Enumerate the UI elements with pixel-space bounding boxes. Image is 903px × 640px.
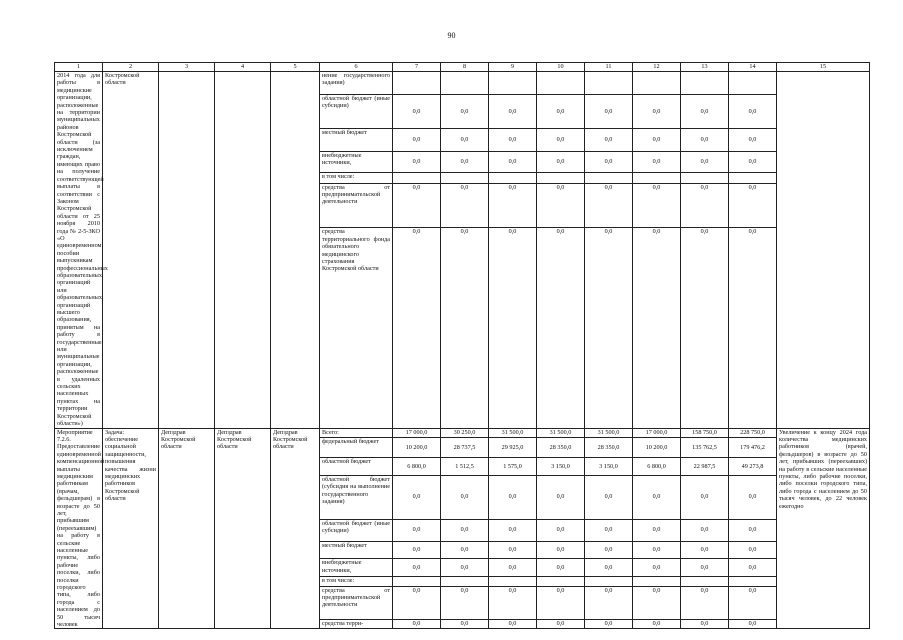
value-cell: 0,0 xyxy=(393,619,441,629)
value-cell: 0,0 xyxy=(537,475,585,519)
value-cell: 31 500,0 xyxy=(489,428,537,438)
value-cell: 0,0 xyxy=(729,95,777,129)
value-cell: 0,0 xyxy=(537,128,585,151)
value-cell: 28 350,0 xyxy=(585,438,633,458)
value-cell: 0,0 xyxy=(681,183,729,228)
value-cell: 0,0 xyxy=(729,152,777,173)
value-cell: 0,0 xyxy=(729,541,777,559)
value-cell: 0,0 xyxy=(489,619,537,629)
value-cell: 0,0 xyxy=(729,519,777,541)
value-cell: 0,0 xyxy=(441,152,489,173)
value-cell: 0,0 xyxy=(393,183,441,228)
value-cell xyxy=(489,172,537,183)
value-cell: 0,0 xyxy=(441,619,489,629)
value-cell: 0,0 xyxy=(537,183,585,228)
value-cell: 0,0 xyxy=(633,183,681,228)
value-cell: 17 000,0 xyxy=(393,428,441,438)
value-cell: 228 750,0 xyxy=(729,428,777,438)
value-cell xyxy=(537,576,585,586)
value-cell xyxy=(585,576,633,586)
task-cell: Задача: обеспечение социальной защищенности, повышения качества жизни медицинских работников Костромской области xyxy=(103,428,159,629)
empty-cell xyxy=(159,72,215,429)
value-cell: 0,0 xyxy=(537,519,585,541)
value-cell: 0,0 xyxy=(489,519,537,541)
header-cell: 11 xyxy=(585,63,633,72)
value-cell xyxy=(537,172,585,183)
value-cell: 49 273,8 xyxy=(729,458,777,476)
header-cell: 14 xyxy=(729,63,777,72)
value-cell: 0,0 xyxy=(585,559,633,577)
value-cell: 0,0 xyxy=(489,541,537,559)
value-cell: 0,0 xyxy=(681,95,729,129)
funding-source-cell: нение государственного задания) xyxy=(320,72,393,95)
funding-source-cell: федеральный бюджет xyxy=(320,438,393,458)
value-cell: 0,0 xyxy=(393,586,441,619)
value-cell: 22 987,5 xyxy=(681,458,729,476)
value-cell: 0,0 xyxy=(537,619,585,629)
value-cell: 30 250,0 xyxy=(441,428,489,438)
funding-source-cell: средства от предпринимательской деятельности xyxy=(320,586,393,619)
funding-source-cell: областной бюджет (субсидия на выполнение государственного задания) xyxy=(320,475,393,519)
value-cell xyxy=(441,576,489,586)
value-cell: 0,0 xyxy=(489,559,537,577)
value-cell: 0,0 xyxy=(393,559,441,577)
funding-source-cell: внебюджетные источники, xyxy=(320,152,393,173)
value-cell: 158 750,0 xyxy=(681,428,729,438)
value-cell xyxy=(729,72,777,95)
value-cell: 0,0 xyxy=(537,152,585,173)
value-cell: 28 737,5 xyxy=(441,438,489,458)
value-cell: 0,0 xyxy=(441,183,489,228)
value-cell xyxy=(441,72,489,95)
funding-source-cell: средства территориального фонда обязательного медицинского страхования Костромской области xyxy=(320,228,393,428)
header-cell: 9 xyxy=(489,63,537,72)
header-cell: 3 xyxy=(159,63,215,72)
value-cell: 29 925,0 xyxy=(489,438,537,458)
value-cell: 0,0 xyxy=(633,152,681,173)
value-cell xyxy=(537,72,585,95)
executor-cell: Депздрав Костромской области xyxy=(159,428,215,629)
value-cell: 31 500,0 xyxy=(585,428,633,438)
value-cell: 0,0 xyxy=(633,228,681,428)
value-cell: 0,0 xyxy=(585,228,633,428)
value-cell: 0,0 xyxy=(585,541,633,559)
value-cell xyxy=(729,576,777,586)
value-cell: 0,0 xyxy=(393,519,441,541)
measure-cell: 2014 года для работы в медицинские организации, расположенные на территории муниципальных районов Костромской области (за исключением граждан, имеющих право на получение соответствующей выплаты в соответствии с Законом Костромской области от 25 ноября 2010 года № 2-5-ЗКО «О единовременном пособии выпускникам профессиональных образовательных организаций или образовательных организаций высшего образования, принятым на работу в государственные или муниципальные организации, расположенные в удаленных сельских населенных пунктах на территории Костромской области») xyxy=(55,72,103,429)
value-cell: 0,0 xyxy=(633,519,681,541)
value-cell: 0,0 xyxy=(585,519,633,541)
header-cell: 6 xyxy=(320,63,393,72)
value-cell xyxy=(681,576,729,586)
value-cell: 0,0 xyxy=(681,519,729,541)
value-cell: 0,0 xyxy=(489,228,537,428)
value-cell xyxy=(441,172,489,183)
value-cell xyxy=(489,72,537,95)
value-cell: 0,0 xyxy=(633,586,681,619)
value-cell: 0,0 xyxy=(441,475,489,519)
value-cell: 0,0 xyxy=(633,128,681,151)
value-cell: 0,0 xyxy=(585,128,633,151)
value-cell: 0,0 xyxy=(681,152,729,173)
value-cell: 0,0 xyxy=(585,586,633,619)
value-cell: 10 200,0 xyxy=(633,438,681,458)
result-cell xyxy=(777,72,870,429)
header-cell: 7 xyxy=(393,63,441,72)
value-cell: 0,0 xyxy=(681,586,729,619)
value-cell xyxy=(489,576,537,586)
value-cell: 0,0 xyxy=(441,541,489,559)
value-cell: 17 000,0 xyxy=(633,428,681,438)
header-row xyxy=(55,63,870,72)
value-cell xyxy=(633,172,681,183)
value-cell: 0,0 xyxy=(489,475,537,519)
executor-cell: Депздрав Костромской области xyxy=(215,428,271,629)
value-cell xyxy=(681,72,729,95)
value-cell: 10 200,0 xyxy=(393,438,441,458)
value-cell: 0,0 xyxy=(393,152,441,173)
header-cell: 13 xyxy=(681,63,729,72)
value-cell: 0,0 xyxy=(729,619,777,629)
value-cell: 0,0 xyxy=(633,95,681,129)
value-cell xyxy=(585,72,633,95)
value-cell: 0,0 xyxy=(681,475,729,519)
table-row xyxy=(55,72,870,95)
funding-source-cell: внебюджетные источники, xyxy=(320,559,393,577)
value-cell xyxy=(633,576,681,586)
funding-source-cell: местный бюджет xyxy=(320,541,393,559)
funding-source-cell: областной бюджет xyxy=(320,458,393,476)
value-cell: 179 476,2 xyxy=(729,438,777,458)
value-cell: 31 500,0 xyxy=(537,428,585,438)
header-cell: 5 xyxy=(271,63,320,72)
table-row xyxy=(55,428,870,438)
value-cell: 0,0 xyxy=(729,128,777,151)
value-cell: 0,0 xyxy=(441,586,489,619)
value-cell: 0,0 xyxy=(729,559,777,577)
value-cell: 0,0 xyxy=(489,183,537,228)
value-cell: 0,0 xyxy=(393,228,441,428)
value-cell: 0,0 xyxy=(585,475,633,519)
value-cell: 0,0 xyxy=(729,183,777,228)
value-cell: 0,0 xyxy=(441,559,489,577)
value-cell: 0,0 xyxy=(681,559,729,577)
header-cell: 8 xyxy=(441,63,489,72)
value-cell: 0,0 xyxy=(537,541,585,559)
value-cell: 0,0 xyxy=(681,541,729,559)
value-cell: 28 350,0 xyxy=(537,438,585,458)
funding-source-cell: Всего: xyxy=(320,428,393,438)
value-cell xyxy=(633,72,681,95)
measure-cell: Мероприятие 7.2.6. Предоставление единовременной компенсационной выплаты медицинским работникам (врачам, фельдшерам) в возрасте до 50 лет, прибывшим (переехавшим) на работу в сельские населенные пункты, либо рабочие поселки, либо поселки городского типа, либо города с населением до 50 тысяч человек xyxy=(55,428,103,629)
value-cell: 0,0 xyxy=(633,559,681,577)
value-cell: 0,0 xyxy=(681,619,729,629)
value-cell: 0,0 xyxy=(681,128,729,151)
empty-cell xyxy=(215,72,271,429)
budget-table xyxy=(54,62,870,629)
value-cell xyxy=(585,172,633,183)
value-cell: 0,0 xyxy=(729,475,777,519)
task-cell: Костромской области xyxy=(103,72,159,429)
value-cell: 0,0 xyxy=(441,228,489,428)
value-cell: 0,0 xyxy=(585,152,633,173)
value-cell xyxy=(729,172,777,183)
empty-cell xyxy=(271,72,320,429)
funding-source-cell: областной бюджет (иные субсидии) xyxy=(320,95,393,129)
value-cell: 0,0 xyxy=(441,128,489,151)
value-cell xyxy=(393,172,441,183)
value-cell: 0,0 xyxy=(489,586,537,619)
value-cell: 0,0 xyxy=(489,128,537,151)
value-cell xyxy=(681,172,729,183)
value-cell: 0,0 xyxy=(585,95,633,129)
funding-source-cell: средства терри- xyxy=(320,619,393,629)
funding-source-cell: областной бюджет (иные субсидии) xyxy=(320,519,393,541)
value-cell: 3 150,0 xyxy=(585,458,633,476)
value-cell: 0,0 xyxy=(393,95,441,129)
value-cell: 6 800,0 xyxy=(633,458,681,476)
value-cell xyxy=(393,576,441,586)
funding-source-cell: местный бюджет xyxy=(320,128,393,151)
funding-source-cell: в том числе: xyxy=(320,576,393,586)
value-cell: 0,0 xyxy=(729,586,777,619)
value-cell: 0,0 xyxy=(537,559,585,577)
header-cell: 1 xyxy=(55,63,103,72)
header-cell: 15 xyxy=(777,63,870,72)
value-cell: 0,0 xyxy=(633,475,681,519)
value-cell: 0,0 xyxy=(537,228,585,428)
value-cell: 0,0 xyxy=(729,228,777,428)
value-cell: 6 800,0 xyxy=(393,458,441,476)
value-cell: 0,0 xyxy=(393,128,441,151)
value-cell: 0,0 xyxy=(633,619,681,629)
value-cell: 0,0 xyxy=(489,152,537,173)
value-cell: 0,0 xyxy=(537,95,585,129)
header-cell: 12 xyxy=(633,63,681,72)
value-cell: 0,0 xyxy=(441,95,489,129)
executor-cell: Депздрав Костромской области xyxy=(271,428,320,629)
funding-source-cell: средства от предпринимательской деятельности xyxy=(320,183,393,228)
result-cell: Увеличение к концу 2024 года количества медицинских работников (врачей, фельдшеров) в возрасте до 50 лет, прибывших (переехавших) на работу в сельские населенные пункты, либо рабочие поселки, либо поселки городского типа, либо города с населением до 50 тысяч человек, до 22 человек ежегодно xyxy=(777,428,870,629)
value-cell: 0,0 xyxy=(441,519,489,541)
value-cell: 0,0 xyxy=(489,95,537,129)
value-cell: 0,0 xyxy=(393,541,441,559)
value-cell: 0,0 xyxy=(537,586,585,619)
header-cell: 10 xyxy=(537,63,585,72)
value-cell: 1 575,0 xyxy=(489,458,537,476)
value-cell: 0,0 xyxy=(585,183,633,228)
value-cell: 0,0 xyxy=(633,541,681,559)
value-cell: 3 150,0 xyxy=(537,458,585,476)
value-cell: 0,0 xyxy=(393,475,441,519)
page-number: 90 xyxy=(447,31,456,40)
header-cell: 4 xyxy=(215,63,271,72)
header-cell: 2 xyxy=(103,63,159,72)
value-cell: 0,0 xyxy=(681,228,729,428)
value-cell: 1 512,5 xyxy=(441,458,489,476)
value-cell: 135 762,5 xyxy=(681,438,729,458)
funding-source-cell: в том числе: xyxy=(320,172,393,183)
value-cell: 0,0 xyxy=(585,619,633,629)
value-cell xyxy=(393,72,441,95)
